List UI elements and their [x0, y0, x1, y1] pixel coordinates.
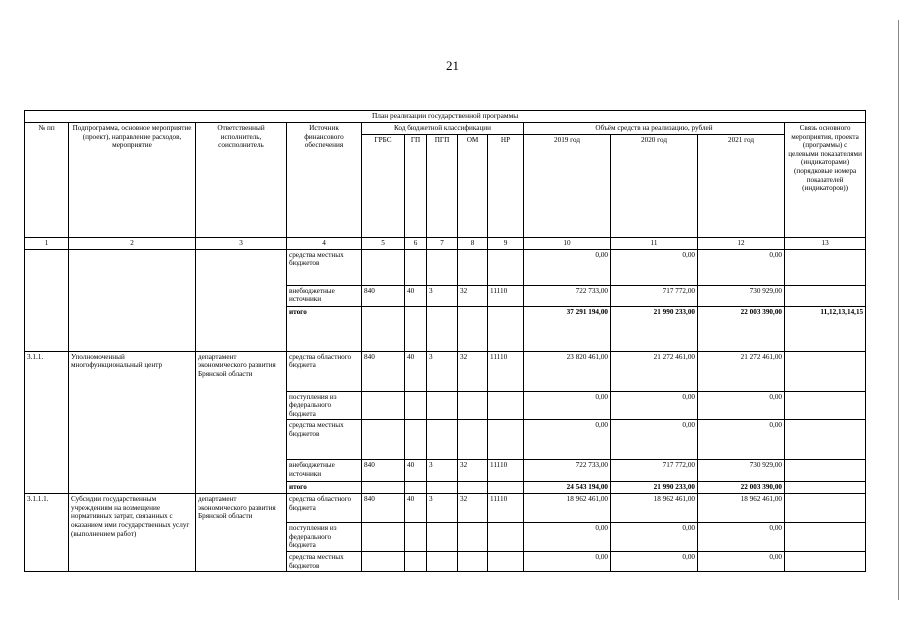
amount-2019: 24 543 194,00	[524, 482, 611, 494]
column-number: 4	[287, 237, 362, 249]
activity-name: Уполномоченный многофункциональный центр	[69, 351, 196, 494]
indicator-link	[785, 420, 866, 460]
code-pgp: 3	[427, 285, 458, 306]
column-number: 3	[196, 237, 287, 249]
responsible-executor: департамент экономического развития Брянской области	[196, 494, 287, 572]
responsible-executor	[196, 249, 287, 351]
code-gp	[405, 482, 427, 494]
amount-2020: 717 772,00	[611, 285, 698, 306]
amount-2020: 21 990 233,00	[611, 482, 698, 494]
header-link: Связь основного мероприятия, проекта (программы) с целевыми показателями (индикаторами) (порядковые номера показателей (индикаторов))	[785, 122, 866, 237]
header-budget-code: Код бюджетной классификации	[362, 122, 524, 134]
column-number: 5	[362, 237, 405, 249]
plan-table	[24, 110, 866, 572]
code-nr	[488, 249, 524, 285]
indicator-link	[785, 482, 866, 494]
amount-2019: 18 962 461,00	[524, 494, 611, 523]
code-gp: 40	[405, 460, 427, 482]
code-om: 32	[458, 285, 488, 306]
code-grbs	[362, 420, 405, 460]
column-number: 12	[698, 237, 785, 249]
column-number: 6	[405, 237, 427, 249]
code-gp	[405, 391, 427, 420]
amount-2019: 0,00	[524, 391, 611, 420]
code-grbs: 840	[362, 494, 405, 523]
header-2020: 2020 год	[611, 134, 698, 237]
table-row	[25, 351, 866, 391]
code-om	[458, 420, 488, 460]
code-nr	[488, 391, 524, 420]
column-number: 11	[611, 237, 698, 249]
amount-2019: 0,00	[524, 523, 611, 552]
funding-source: средства местных бюджетов	[287, 420, 362, 460]
amount-2021: 0,00	[698, 523, 785, 552]
table-caption: План реализации государственной программы	[25, 111, 866, 123]
code-pgp	[427, 306, 458, 351]
header-volume: Объём средств на реализацию, рублей	[524, 122, 785, 134]
code-grbs	[362, 249, 405, 285]
amount-2021: 0,00	[698, 552, 785, 572]
code-pgp	[427, 552, 458, 572]
code-gp	[405, 420, 427, 460]
column-number: 13	[785, 237, 866, 249]
indicator-link	[785, 285, 866, 306]
code-nr: 11110	[488, 285, 524, 306]
funding-source: внебюджетные источники	[287, 285, 362, 306]
amount-2019: 0,00	[524, 249, 611, 285]
code-pgp: 3	[427, 460, 458, 482]
amount-2020: 0,00	[611, 391, 698, 420]
header-om: ОМ	[458, 134, 488, 237]
code-gp: 40	[405, 351, 427, 391]
funding-source: поступления из федерального бюджета	[287, 523, 362, 552]
funding-source: итого	[287, 482, 362, 494]
responsible-executor: департамент экономического развития Брянской области	[196, 351, 287, 494]
indicator-link	[785, 391, 866, 420]
row-number	[25, 249, 69, 351]
code-pgp	[427, 482, 458, 494]
code-om: 32	[458, 460, 488, 482]
amount-2021: 730 929,00	[698, 460, 785, 482]
indicator-link	[785, 460, 866, 482]
header-2019: 2019 год	[524, 134, 611, 237]
code-grbs: 840	[362, 285, 405, 306]
header-source: Источник финансового обеспечения	[287, 122, 362, 237]
amount-2021: 18 962 461,00	[698, 494, 785, 523]
amount-2020: 717 772,00	[611, 460, 698, 482]
indicator-link: 11,12,13,14,15	[785, 306, 866, 351]
funding-source: средства местных бюджетов	[287, 249, 362, 285]
amount-2021: 21 272 461,00	[698, 351, 785, 391]
code-pgp	[427, 420, 458, 460]
code-om	[458, 391, 488, 420]
code-nr	[488, 523, 524, 552]
code-grbs: 840	[362, 351, 405, 391]
activity-name: Субсидии государственным учреждениям на возмещение нормативных затрат, связанных с оказанием ими государственных услуг (выполнением работ)	[69, 494, 196, 572]
indicator-link	[785, 494, 866, 523]
code-nr: 11110	[488, 351, 524, 391]
code-om: 32	[458, 351, 488, 391]
amount-2021: 0,00	[698, 249, 785, 285]
code-gp: 40	[405, 494, 427, 523]
code-gp	[405, 306, 427, 351]
header-2021: 2021 год	[698, 134, 785, 237]
code-om	[458, 552, 488, 572]
code-nr: 11110	[488, 460, 524, 482]
header-gp: ГП	[405, 134, 427, 237]
code-nr	[488, 482, 524, 494]
header-subprogram: Подпрограмма, основное мероприятие (проект), направление расходов, мероприятие	[69, 122, 196, 237]
funding-source: средства местных бюджетов	[287, 552, 362, 572]
amount-2021: 22 003 390,00	[698, 482, 785, 494]
code-nr: 11110	[488, 494, 524, 523]
code-gp	[405, 552, 427, 572]
column-number: 1	[25, 237, 69, 249]
code-nr	[488, 420, 524, 460]
amount-2019: 722 733,00	[524, 460, 611, 482]
code-om	[458, 523, 488, 552]
table-row	[25, 249, 866, 285]
header-responsible: Ответственный исполнитель, соисполнитель	[196, 122, 287, 237]
funding-source: поступления из федерального бюджета	[287, 391, 362, 420]
row-number: 3.1.1.	[25, 351, 69, 494]
column-numbers-row	[25, 237, 866, 249]
code-pgp	[427, 249, 458, 285]
indicator-link	[785, 552, 866, 572]
amount-2020: 0,00	[611, 249, 698, 285]
amount-2019: 23 820 461,00	[524, 351, 611, 391]
column-number: 8	[458, 237, 488, 249]
column-number: 9	[488, 237, 524, 249]
amount-2019: 0,00	[524, 552, 611, 572]
amount-2020: 21 990 233,00	[611, 306, 698, 351]
code-grbs	[362, 482, 405, 494]
amount-2020: 18 962 461,00	[611, 494, 698, 523]
amount-2019: 722 733,00	[524, 285, 611, 306]
code-om	[458, 306, 488, 351]
amount-2021: 0,00	[698, 420, 785, 460]
amount-2019: 0,00	[524, 420, 611, 460]
column-number: 10	[524, 237, 611, 249]
header-pgp: ПГП	[427, 134, 458, 237]
header-nr: НР	[488, 134, 524, 237]
amount-2021: 730 929,00	[698, 285, 785, 306]
funding-source: средства областного бюджета	[287, 351, 362, 391]
code-nr	[488, 306, 524, 351]
code-gp	[405, 523, 427, 552]
scan-edge-line	[898, 20, 899, 600]
funding-source: внебюджетные источники	[287, 460, 362, 482]
header-grbs: ГРБС	[362, 134, 405, 237]
indicator-link	[785, 249, 866, 285]
code-gp	[405, 249, 427, 285]
funding-source: средства областного бюджета	[287, 494, 362, 523]
code-grbs: 840	[362, 460, 405, 482]
amount-2021: 22 003 390,00	[698, 306, 785, 351]
code-gp: 40	[405, 285, 427, 306]
code-grbs	[362, 523, 405, 552]
code-om	[458, 249, 488, 285]
amount-2021: 0,00	[698, 391, 785, 420]
code-pgp: 3	[427, 494, 458, 523]
indicator-link	[785, 523, 866, 552]
code-om	[458, 482, 488, 494]
row-number: 3.1.1.1.	[25, 494, 69, 572]
indicator-link	[785, 351, 866, 391]
funding-source: итого	[287, 306, 362, 351]
code-grbs	[362, 391, 405, 420]
page-number: 21	[446, 58, 459, 73]
code-om: 32	[458, 494, 488, 523]
amount-2020: 0,00	[611, 523, 698, 552]
amount-2020: 0,00	[611, 420, 698, 460]
header-no: № пп	[25, 122, 69, 237]
amount-2019: 37 291 194,00	[524, 306, 611, 351]
code-pgp: 3	[427, 351, 458, 391]
code-grbs	[362, 552, 405, 572]
column-number: 7	[427, 237, 458, 249]
code-grbs	[362, 306, 405, 351]
code-pgp	[427, 391, 458, 420]
amount-2020: 21 272 461,00	[611, 351, 698, 391]
amount-2020: 0,00	[611, 552, 698, 572]
column-number: 2	[69, 237, 196, 249]
code-pgp	[427, 523, 458, 552]
activity-name	[69, 249, 196, 351]
table-row	[25, 494, 866, 523]
code-nr	[488, 552, 524, 572]
